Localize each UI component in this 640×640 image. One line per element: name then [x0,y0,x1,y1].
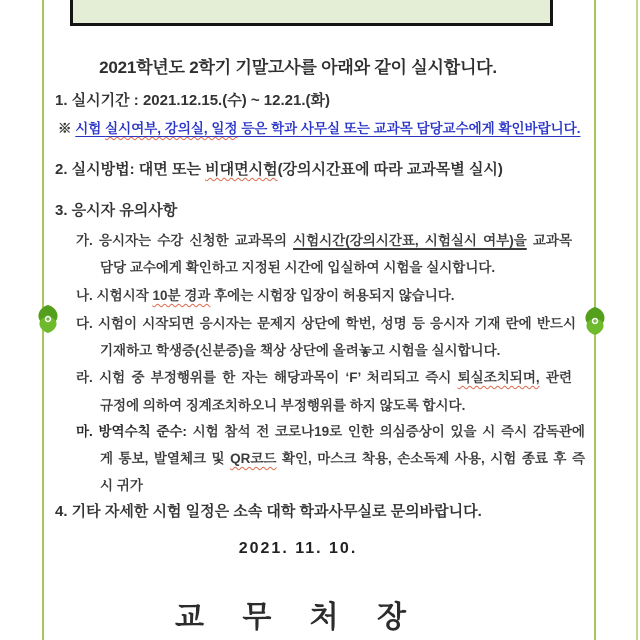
note-text-post: 등은 학과 사무실 또는 교과목 담당교수에게 확인바랍니다. [237,121,581,136]
confirmation-note-line [58,117,580,137]
note-na-line [76,284,455,304]
notice-heading: 2021학년도 2학기 기말고사를 아래와 같이 실시합니다. [99,58,497,77]
ga-text-post: 교과목 [526,233,573,248]
ma-line2-spellcheck: QR코드 [230,451,277,466]
note-ma-line2 [100,447,585,467]
note-da-line2: 기재하고 학생증(신분증)을 책상 상단에 올려놓고 시험을 실시합니다. [100,343,501,358]
na-text-pre: 나. 시험시작 [76,288,153,303]
ma-line2-pre: 게 통보, 발열체크 및 [100,451,231,466]
exam-period-line: 1. 실시기간 : 2021.12.15.(수) ~ 12.21.(화) [55,92,330,109]
leaf-ornament-icon [33,299,63,339]
signature-title: 교 무 처 장 [175,601,421,634]
notice-date: 2021. 11. 10. [238,540,358,557]
ga-text-underlined: 시험시간(강의시간표, 시험실시 여부)을 [293,233,527,248]
page-border-right-edge [636,0,638,640]
note-ga-line1 [76,229,572,249]
note-da-line1: 다. 시험이 시작되면 응시자는 문제지 상단에 학번, 성명 등 응시자 기재 란에 반드시 [76,316,576,331]
note-text-pre: 시험 [75,121,106,136]
ra-text-spellcheck: 퇴실조치되며, [457,370,540,385]
method-text-post: (강의시간표에 따라 교과목별 실시) [277,161,503,178]
note-ra-line1 [76,366,572,386]
na-text-spellcheck: 10분 경과 [152,288,211,303]
leaf-ornament-icon [580,301,610,341]
note-text-spellcheck: 실시여부, 강의실, 일정 [105,121,238,136]
ra-text-post: 관련 [539,370,572,385]
exam-method-line [55,158,503,179]
header-title-box [70,0,553,26]
method-text-spellcheck: 비대면시험 [205,161,278,178]
ma-line2-post: 확인, 마스크 착용, 손소독제 사용, 시험 종료 후 즉 [276,451,585,466]
method-text-pre: 2. 실시방법: 대면 또는 [55,161,206,178]
examinee-notes-header: 3. 응시자 유의사항 [55,202,178,219]
ga-text-pre: 가. 응시자는 수강 신청한 교과목의 [76,233,294,248]
ma-text-rest: 시험 참석 전 코로나19로 인한 의심증상이 있을 시 즉시 감독관에 [186,424,585,439]
ra-text-pre: 라. 시험 중 부정행위를 한 자는 해당과목이 ‘F’ 처리되고 즉시 [76,370,458,385]
reference-mark: ※ [58,121,72,136]
ma-text-bold: 마. 방역수칙 준수: [76,424,187,439]
note-ma-line1 [76,420,585,440]
note-ra-line2: 규정에 의하여 징계조치하오니 부정행위를 하지 않도록 합시다. [100,398,466,413]
na-text-post: 후에는 시험장 입장이 허용되지 않습니다. [210,288,455,303]
other-inquiries-line: 4. 기타 자세한 시험 일정은 소속 대학 학과사무실로 문의바랍니다. [55,503,482,520]
note-ga-line2: 담당 교수에게 확인하고 지정된 시간에 입실하여 시험을 실시합니다. [100,260,496,275]
note-ma-line3: 시 귀가 [100,478,143,493]
confirmation-note-text [75,121,580,136]
